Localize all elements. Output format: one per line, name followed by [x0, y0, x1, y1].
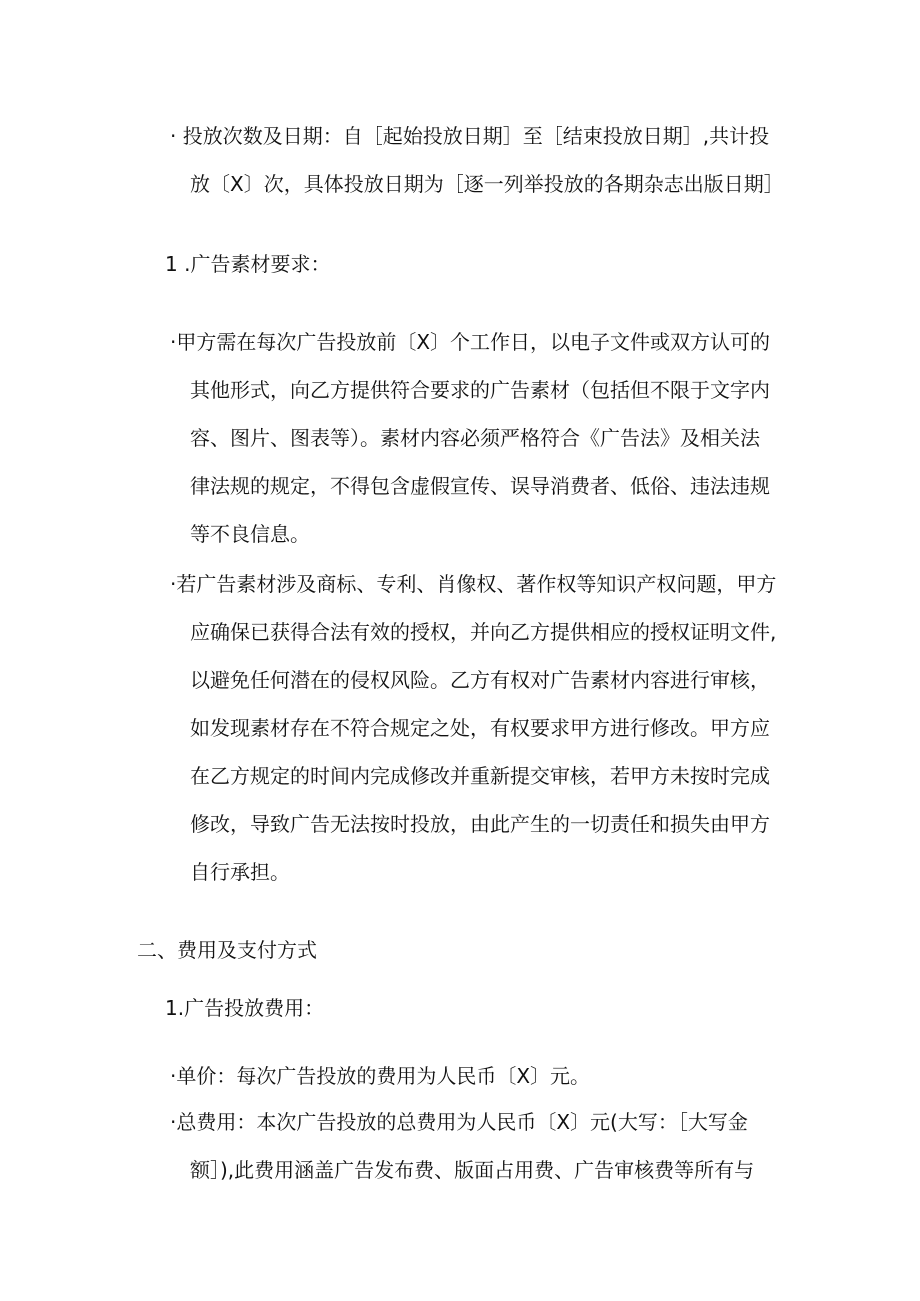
paragraph-ip-line-7: 自行承担。: [190, 860, 290, 884]
bullet-total-fee-line-2: 额］),此费用涵盖广告发布费、版面占用费、广告审核费等所有与: [190, 1158, 755, 1182]
bullet-schedule-line-1: · 投放次数及日期：自［起始投放日期］至［结束投放日期］,共计投: [170, 124, 770, 148]
paragraph-material-line-2: 其他形式，向乙方提供符合要求的广告素材（包括但不限于文字内: [190, 378, 770, 402]
bullet-schedule-line-2: 放〔X〕次，具体投放日期为［逐一列举投放的各期杂志出版日期］: [190, 172, 784, 196]
paragraph-ip-line-3: 以避免任何潜在的侵权风险。乙方有权对广告素材内容进行审核，: [190, 668, 770, 692]
paragraph-material-line-3: 容、图片、图表等）。素材内容必须严格符合《广告法》及相关法: [190, 426, 760, 450]
chapter-heading-fees: 二、费用及支付方式: [137, 938, 317, 962]
section-heading-material: 1 .广告素材要求：: [165, 252, 331, 276]
paragraph-ip-line-2: 应确保已获得合法有效的授权，并向乙方提供相应的授权证明文件,: [190, 620, 777, 644]
paragraph-ip-line-5: 在乙方规定的时间内完成修改并重新提交审核，若甲方未按时完成: [190, 764, 770, 788]
section-heading-fees: 1.广告投放费用：: [165, 996, 325, 1020]
paragraph-ip-line-1: ·若广告素材涉及商标、专利、肖像权、著作权等知识产权问题，甲方: [170, 572, 777, 596]
paragraph-material-line-1: ·甲方需在每次广告投放前〔X〕个工作日，以电子文件或双方认可的: [170, 330, 771, 354]
bullet-unit-price: ·单价：每次广告投放的费用为人民币〔X〕元。: [170, 1064, 591, 1088]
paragraph-ip-line-6: 修改，导致广告无法按时投放，由此产生的一切责任和损失由甲方: [190, 812, 770, 836]
paragraph-ip-line-4: 如发现素材存在不符合规定之处，有权要求甲方进行修改。甲方应: [190, 716, 770, 740]
paragraph-material-line-5: 等不良信息。: [190, 522, 310, 546]
paragraph-material-line-4: 律法规的规定，不得包含虚假宣传、误导消费者、低俗、违法违规: [190, 474, 770, 498]
bullet-total-fee-line-1: ·总费用：本次广告投放的总费用为人民币〔X〕元(大写：［大写金: [170, 1110, 748, 1134]
